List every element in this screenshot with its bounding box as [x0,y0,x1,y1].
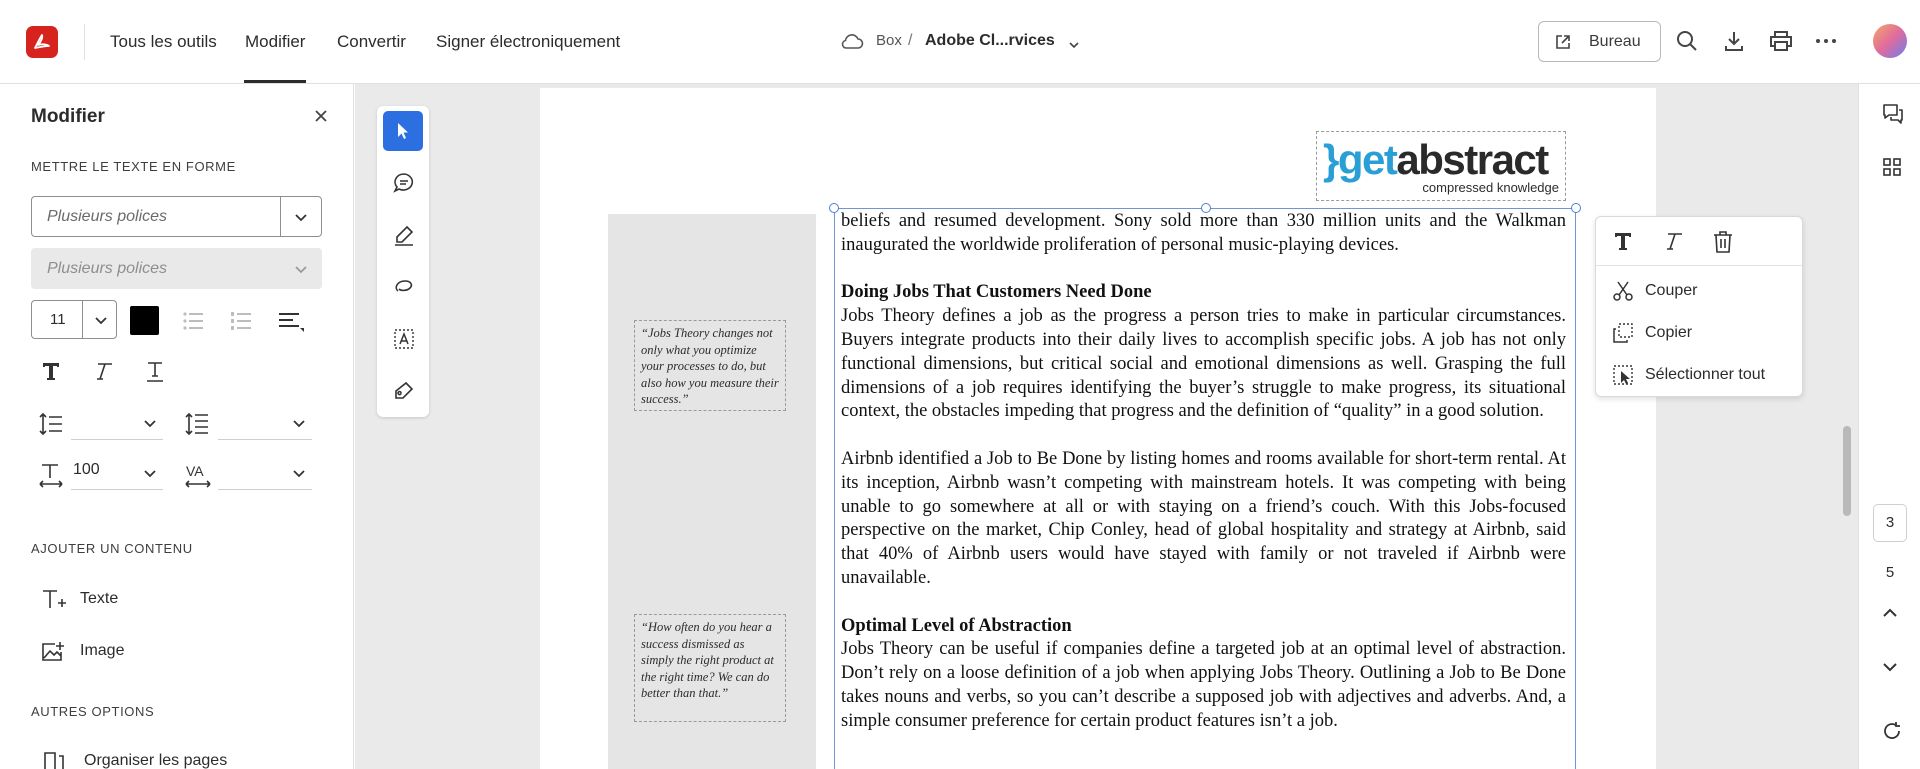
bulleted-list-icon[interactable] [182,310,206,337]
acrobat-logo-icon[interactable] [26,26,58,58]
chevron-up-icon[interactable] [1881,606,1899,624]
delete-icon[interactable] [1712,230,1734,259]
format-text-heading: METTRE LE TEXTE EN FORME [31,159,236,174]
page-thumbnails-icon[interactable] [1881,156,1903,183]
font-style-select[interactable] [31,248,322,289]
document-title[interactable]: Adobe Cl...rvices [925,32,1055,49]
pen-icon [393,224,415,246]
panel-title: Modifier [31,106,105,127]
chevron-down-icon [143,416,157,434]
chevron-down-icon [94,313,108,331]
character-spacing-select[interactable] [218,454,312,490]
nav-esign[interactable]: Signer électroniquement [436,32,621,51]
font-family-value: Plusieurs polices [47,208,168,225]
logo-wordmark: }getabstract [1323,136,1548,183]
numbered-list-icon[interactable] [230,310,254,337]
italic-icon[interactable] [1662,230,1684,257]
font-family-select[interactable] [31,196,322,237]
context-menu [1595,216,1803,397]
text-box-icon [393,328,415,350]
paragraph: Jobs Theory defines a job as the progress a person tries to make in particular circumstances. Buyers integrate products into their daily lives to accomplish specific jobs. A job has not only functional dimensions, but critical social and emotional dimensions as well. Grasping the full dimensions of a job requires identifying the buyer’s struggle to make progress, its situational context, the obstacles impeding that progress and the definition of “quality” in a good solution. [841,306,1566,422]
chevron-down-icon[interactable] [1068,36,1080,54]
copy-label: Copier [1645,324,1693,341]
chevron-down-icon [292,416,306,434]
copy-icon [1612,322,1634,349]
paragraph-spacing-icon [184,412,210,441]
italic-icon[interactable] [92,360,114,387]
close-icon[interactable] [314,106,328,129]
horizontal-scale-icon [38,462,64,495]
section-heading: Doing Jobs That Customers Need Done [841,282,1152,303]
cut-label: Couper [1645,282,1698,299]
paragraph: Jobs Theory can be useful if companies define a targeted job at an optimal level of abstraction. Don’t rely on a loose definition of a job when applying Jobs Theory. Outlining a Job to Be Done takes nouns and verbs, so you can’t describe a supposed job with adjectives and adverbs. And, a simple consumer preference for certain product features isn’t a job. [841,639,1566,731]
open-desktop-label: Bureau [1589,33,1641,50]
nav-convert[interactable]: Convertir [337,32,406,51]
sign-tool-button[interactable] [383,370,423,410]
bold-icon[interactable] [40,360,62,387]
chevron-down-icon[interactable] [1881,660,1899,678]
signature-pen-icon [393,380,415,402]
cloud-icon [840,32,864,55]
text-box-tool-button[interactable] [383,318,423,358]
chevron-down-icon [294,210,308,228]
copy-menu-item[interactable] [1596,313,1802,353]
pull-quote-2[interactable]: “How often do you hear a success dismissed as simply the right product at the right time? We can do better than that.” [634,614,786,722]
search-icon[interactable] [1675,29,1699,58]
other-options-heading: AUTRES OPTIONS [31,704,155,719]
download-icon[interactable] [1722,29,1746,58]
vertical-scrollbar[interactable] [1843,426,1851,516]
current-page-field[interactable]: 3 [1873,504,1907,542]
comment-icon [393,172,415,194]
resize-handle[interactable] [829,203,839,213]
pointer-icon [393,121,413,141]
breadcrumb-separator: / [908,32,913,49]
right-rail [1858,84,1920,769]
comments-panel-icon[interactable] [1881,102,1905,131]
top-bar [0,0,1920,84]
bold-icon[interactable] [1612,230,1634,257]
getabstract-logo[interactable] [1316,131,1566,201]
select-all-icon [1612,364,1634,391]
paragraph-spacing-select[interactable] [218,404,312,440]
resize-handle[interactable] [1571,203,1581,213]
nav-edit[interactable]: Modifier [245,32,306,51]
select-all-menu-item[interactable] [1596,355,1802,395]
align-left-icon[interactable] [278,310,304,337]
divider [84,24,85,60]
add-text-icon [41,588,67,617]
section-1 [841,281,1566,424]
chevron-down-icon [294,262,308,280]
line-spacing-icon [38,412,64,441]
chevron-down-icon [143,466,157,484]
chevron-down-icon [292,466,306,484]
refresh-icon[interactable] [1881,720,1903,747]
logo-tagline: compressed knowledge [1422,180,1559,195]
select-all-label: Sélectionner tout [1645,366,1766,383]
cut-menu-item[interactable] [1596,271,1802,311]
font-size-select[interactable] [31,300,117,339]
paragraph: beliefs and resumed development. Sony sold more than 330 million units and the Walkman inaugurated the worldwide proliferation of personal music-playing devices. [841,211,1566,255]
draw-tool-button[interactable] [383,266,423,306]
avatar[interactable] [1873,24,1907,58]
add-content-heading: AJOUTER UN CONTENU [31,541,193,556]
line-spacing-select[interactable] [71,404,163,440]
text-color-swatch[interactable] [130,306,159,335]
add-image-icon [41,640,67,669]
font-style-value: Plusieurs polices [47,260,168,277]
context-menu-toolbar [1596,217,1802,266]
active-tab-indicator [244,80,306,83]
breadcrumb-cloud[interactable]: Box [876,32,902,49]
print-icon[interactable] [1768,29,1794,58]
add-text-label: Texte [80,590,119,607]
underline-icon[interactable] [144,360,166,389]
document-body[interactable] [841,210,1566,757]
lasso-icon [393,276,415,298]
svg-text:VA: VA [186,463,204,479]
pull-quote-1[interactable]: “Jobs Theory changes not only what you optimize your processes to do, but also how you measure their success.” [634,320,786,411]
comment-tool-button[interactable] [383,162,423,202]
scissors-icon [1612,280,1634,307]
select-tool-button[interactable] [383,111,423,151]
horizontal-scale-value: 100 [73,461,100,478]
section-2 [841,615,1566,734]
horizontal-scale-select[interactable] [71,454,163,490]
highlight-tool-button[interactable] [383,214,423,254]
organize-pages-icon [41,750,67,769]
edit-panel [0,84,354,769]
more-options-icon[interactable] [1815,31,1837,56]
external-link-icon [1554,33,1572,56]
section-heading: Optimal Level of Abstraction [841,615,1072,636]
organize-pages-label: Organiser les pages [84,752,228,769]
tool-rail [377,106,429,417]
add-image-label: Image [80,642,125,659]
nav-all-tools[interactable]: Tous les outils [110,32,217,51]
character-spacing-icon [184,462,212,495]
open-desktop-button[interactable] [1538,21,1661,62]
font-size-value: 11 [50,311,66,328]
total-pages: 5 [1885,564,1895,581]
paragraph: Airbnb identified a Job to Be Done by listing homes and rooms available for short-term rental. At its inception, Airbnb wasn’t competing with mainstream hotels. It was competing with being unable to go somewhere at all or with staying on a friend’s couch. With this Jobs-focused perspective on the market, Chip Conley, head of global hospitality and strategy at Airbnb, said that 40% of Airbnb users would have stayed with family or not traveled if Airbnb were unavailable. [841,448,1566,588]
